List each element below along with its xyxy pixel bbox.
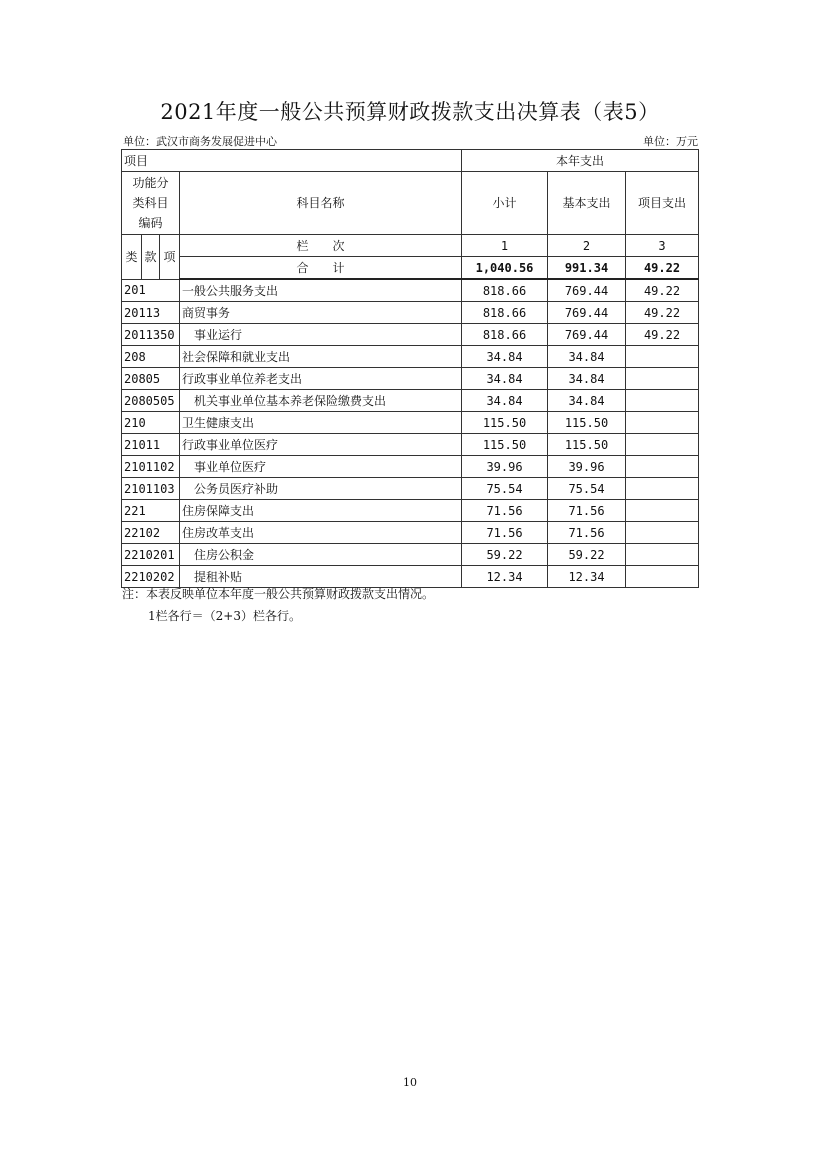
row-subtotal: 115.50 [462,434,548,456]
row-name: 提租补贴 [180,566,462,588]
budget-table [121,149,699,588]
row-basic: 12.34 [548,566,626,588]
total-row [122,257,699,280]
row-basic: 34.84 [548,346,626,368]
row-project [626,566,699,588]
header-basic: 基本支出 [548,172,626,235]
row-project [626,500,699,522]
header-col2: 2 [548,235,626,257]
row-code: 201 [122,279,180,302]
row-project [626,412,699,434]
row-basic: 115.50 [548,412,626,434]
header-row-3 [122,235,699,257]
row-name: 事业单位医疗 [180,456,462,478]
row-project [626,544,699,566]
table-row [122,412,699,434]
table-row [122,368,699,390]
header-col3: 3 [626,235,699,257]
page-number: 10 [403,1076,417,1089]
table-row [122,456,699,478]
table-row [122,302,699,324]
header-xiang: 项 [160,235,180,280]
row-subtotal: 34.84 [462,346,548,368]
row-subtotal: 818.66 [462,324,548,346]
total-basic: 991.34 [548,257,626,280]
row-basic: 34.84 [548,390,626,412]
row-basic: 39.96 [548,456,626,478]
header-name: 科目名称 [180,172,462,235]
total-subtotal: 1,040.56 [462,257,548,280]
table-row [122,279,699,302]
table-row [122,324,699,346]
page-title: 2021年度一般公共预算财政拨款支出决算表（表5） [160,100,660,124]
header-column-order: 栏 次 [180,235,462,257]
row-subtotal: 71.56 [462,500,548,522]
row-code: 2210202 [122,566,180,588]
row-subtotal: 71.56 [462,522,548,544]
table-row [122,434,699,456]
row-subtotal: 115.50 [462,412,548,434]
table-row [122,544,699,566]
notes [122,583,434,627]
row-code: 2101102 [122,456,180,478]
row-code: 221 [122,500,180,522]
row-name: 行政事业单位养老支出 [180,368,462,390]
row-name: 住房公积金 [180,544,462,566]
row-subtotal: 59.22 [462,544,548,566]
row-code: 208 [122,346,180,368]
table-row [122,390,699,412]
header-code: 功能分 类科目 编码 [122,172,180,235]
row-basic: 115.50 [548,434,626,456]
row-code: 2101103 [122,478,180,500]
header-lei: 类 [122,235,142,280]
unit-row [121,134,698,150]
row-code: 210 [122,412,180,434]
row-project [626,478,699,500]
row-project: 49.22 [626,324,699,346]
row-name: 社会保障和就业支出 [180,346,462,368]
header-item: 项目 [122,150,462,172]
note-2: 1栏各行＝（2+3）栏各行。 [148,609,301,623]
row-subtotal: 75.54 [462,478,548,500]
header-col1: 1 [462,235,548,257]
row-code: 2080505 [122,390,180,412]
data-rows [122,279,699,588]
row-code: 20805 [122,368,180,390]
row-name: 卫生健康支出 [180,412,462,434]
row-basic: 769.44 [548,302,626,324]
row-name: 事业运行 [180,324,462,346]
row-name: 住房改革支出 [180,522,462,544]
header-current-year: 本年支出 [462,150,699,172]
total-project: 49.22 [626,257,699,280]
header-row-2 [122,172,699,235]
table-row [122,500,699,522]
row-name: 公务员医疗补助 [180,478,462,500]
note-1: 注：本表反映单位本年度一般公共预算财政拨款支出情况。 [122,587,435,601]
row-project [626,456,699,478]
header-subtotal: 小计 [462,172,548,235]
row-name: 住房保障支出 [180,500,462,522]
row-code: 21011 [122,434,180,456]
row-project: 49.22 [626,279,699,302]
row-name: 行政事业单位医疗 [180,434,462,456]
row-subtotal: 34.84 [462,390,548,412]
header-kuan: 款 [142,235,160,280]
row-project [626,434,699,456]
row-project [626,522,699,544]
row-project [626,368,699,390]
table-row [122,522,699,544]
row-code: 2011350 [122,324,180,346]
row-basic: 769.44 [548,279,626,302]
row-basic: 75.54 [548,478,626,500]
row-code: 20113 [122,302,180,324]
row-code: 2210201 [122,544,180,566]
row-subtotal: 818.66 [462,302,548,324]
row-project [626,346,699,368]
row-subtotal: 818.66 [462,279,548,302]
table-row [122,346,699,368]
total-label: 合 计 [180,257,462,280]
row-subtotal: 39.96 [462,456,548,478]
row-basic: 34.84 [548,368,626,390]
row-basic: 71.56 [548,522,626,544]
row-name: 商贸事务 [180,302,462,324]
table-row [122,478,699,500]
row-subtotal: 12.34 [462,566,548,588]
row-basic: 769.44 [548,324,626,346]
row-subtotal: 34.84 [462,368,548,390]
header-project: 项目支出 [626,172,699,235]
row-project [626,390,699,412]
row-basic: 71.56 [548,500,626,522]
row-basic: 59.22 [548,544,626,566]
row-name: 机关事业单位基本养老保险缴费支出 [180,390,462,412]
row-code: 22102 [122,522,180,544]
header-row-1 [122,150,699,172]
unit-organization: 单位：武汉市商务发展促进中心 [123,135,277,148]
unit-currency: 单位：万元 [643,135,698,148]
row-name: 一般公共服务支出 [180,279,462,302]
row-project: 49.22 [626,302,699,324]
